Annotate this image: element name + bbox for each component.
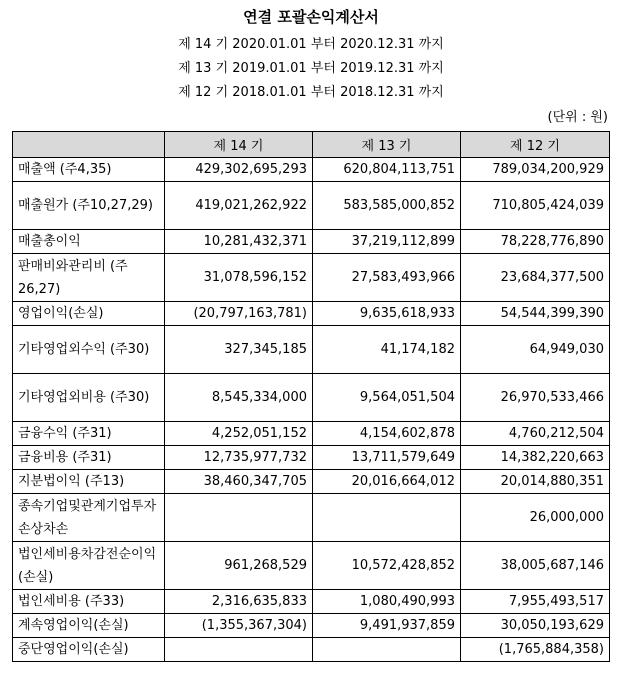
value-14: 2,316,635,833 — [165, 590, 313, 614]
value-13: 4,154,602,878 — [313, 422, 461, 446]
value-13: 9,491,937,859 — [313, 614, 461, 638]
value-14: 961,268,529 — [165, 542, 313, 590]
table-row — [13, 614, 610, 638]
row-label: 중단영업이익(손실) — [13, 638, 165, 662]
value-14: 31,078,596,152 — [165, 254, 313, 302]
table-row — [13, 590, 610, 614]
value-14: 419,021,262,922 — [165, 182, 313, 230]
table-row — [13, 494, 610, 542]
value-12: 64,949,030 — [461, 326, 610, 374]
value-13: 41,174,182 — [313, 326, 461, 374]
table-row — [13, 446, 610, 470]
value-12: 30,050,193,629 — [461, 614, 610, 638]
row-label: 기타영업외수익 (주30) — [13, 326, 165, 374]
value-12: 26,000,000 — [461, 494, 610, 542]
value-14: 327,345,185 — [165, 326, 313, 374]
table-row — [13, 254, 610, 302]
value-14: 12,735,977,732 — [165, 446, 313, 470]
row-label: 매출액 (주4,35) — [13, 158, 165, 182]
value-14: 8,545,334,000 — [165, 374, 313, 422]
value-12: 4,760,212,504 — [461, 422, 610, 446]
income-statement-table — [12, 131, 610, 662]
value-12: 710,805,424,039 — [461, 182, 610, 230]
value-12: 54,544,399,390 — [461, 302, 610, 326]
value-13 — [313, 638, 461, 662]
value-12: 23,684,377,500 — [461, 254, 610, 302]
value-14: (1,355,367,304) — [165, 614, 313, 638]
unit-label: (단위 : 원) — [547, 110, 608, 125]
header-row — [13, 132, 610, 158]
row-label: 금융수익 (주31) — [13, 422, 165, 446]
value-13: 1,080,490,993 — [313, 590, 461, 614]
header-period-14: 제 14 기 — [165, 132, 313, 158]
value-14: (20,797,163,781) — [165, 302, 313, 326]
table-row — [13, 422, 610, 446]
table-row — [13, 182, 610, 230]
value-13: 9,635,618,933 — [313, 302, 461, 326]
table-row — [13, 158, 610, 182]
value-13: 10,572,428,852 — [313, 542, 461, 590]
row-label: 종속기업및관계기업투자손상차손 — [13, 494, 165, 542]
row-label: 매출총이익 — [13, 230, 165, 254]
table-row — [13, 230, 610, 254]
period-line-13: 제 13 기 2019.01.01 부터 2019.12.31 까지 — [178, 61, 444, 76]
row-label: 계속영업이익(손실) — [13, 614, 165, 638]
value-13: 13,711,579,649 — [313, 446, 461, 470]
statement-title: 연결 포괄손익계산서 — [243, 8, 379, 26]
value-14: 429,302,695,293 — [165, 158, 313, 182]
header-period-13: 제 13 기 — [313, 132, 461, 158]
table-row — [13, 302, 610, 326]
value-13: 37,219,112,899 — [313, 230, 461, 254]
row-label: 판매비와관리비 (주26,27) — [13, 254, 165, 302]
table-row — [13, 470, 610, 494]
value-13: 620,804,113,751 — [313, 158, 461, 182]
value-12: 26,970,533,466 — [461, 374, 610, 422]
value-12: (1,765,884,358) — [461, 638, 610, 662]
period-line-14: 제 14 기 2020.01.01 부터 2020.12.31 까지 — [178, 37, 444, 52]
value-13: 583,585,000,852 — [313, 182, 461, 230]
value-12: 20,014,880,351 — [461, 470, 610, 494]
value-12: 38,005,687,146 — [461, 542, 610, 590]
value-13: 9,564,051,504 — [313, 374, 461, 422]
row-label: 금융비용 (주31) — [13, 446, 165, 470]
row-label: 매출원가 (주10,27,29) — [13, 182, 165, 230]
value-14: 4,252,051,152 — [165, 422, 313, 446]
row-label: 지분법이익 (주13) — [13, 470, 165, 494]
period-line-12: 제 12 기 2018.01.01 부터 2018.12.31 까지 — [178, 85, 444, 100]
value-12: 14,382,220,663 — [461, 446, 610, 470]
value-12: 78,228,776,890 — [461, 230, 610, 254]
row-label: 법인세비용차감전순이익(손실) — [13, 542, 165, 590]
value-13: 20,016,664,012 — [313, 470, 461, 494]
table-row — [13, 374, 610, 422]
value-12: 789,034,200,929 — [461, 158, 610, 182]
value-14: 10,281,432,371 — [165, 230, 313, 254]
header-item — [13, 132, 165, 158]
value-14: 38,460,347,705 — [165, 470, 313, 494]
table-row — [13, 326, 610, 374]
table-row — [13, 542, 610, 590]
row-label: 법인세비용 (주33) — [13, 590, 165, 614]
header-period-12: 제 12 기 — [461, 132, 610, 158]
value-14 — [165, 638, 313, 662]
value-13 — [313, 494, 461, 542]
table-row — [13, 638, 610, 662]
value-13: 27,583,493,966 — [313, 254, 461, 302]
row-label: 영업이익(손실) — [13, 302, 165, 326]
row-label: 기타영업외비용 (주30) — [13, 374, 165, 422]
value-14 — [165, 494, 313, 542]
value-12: 7,955,493,517 — [461, 590, 610, 614]
